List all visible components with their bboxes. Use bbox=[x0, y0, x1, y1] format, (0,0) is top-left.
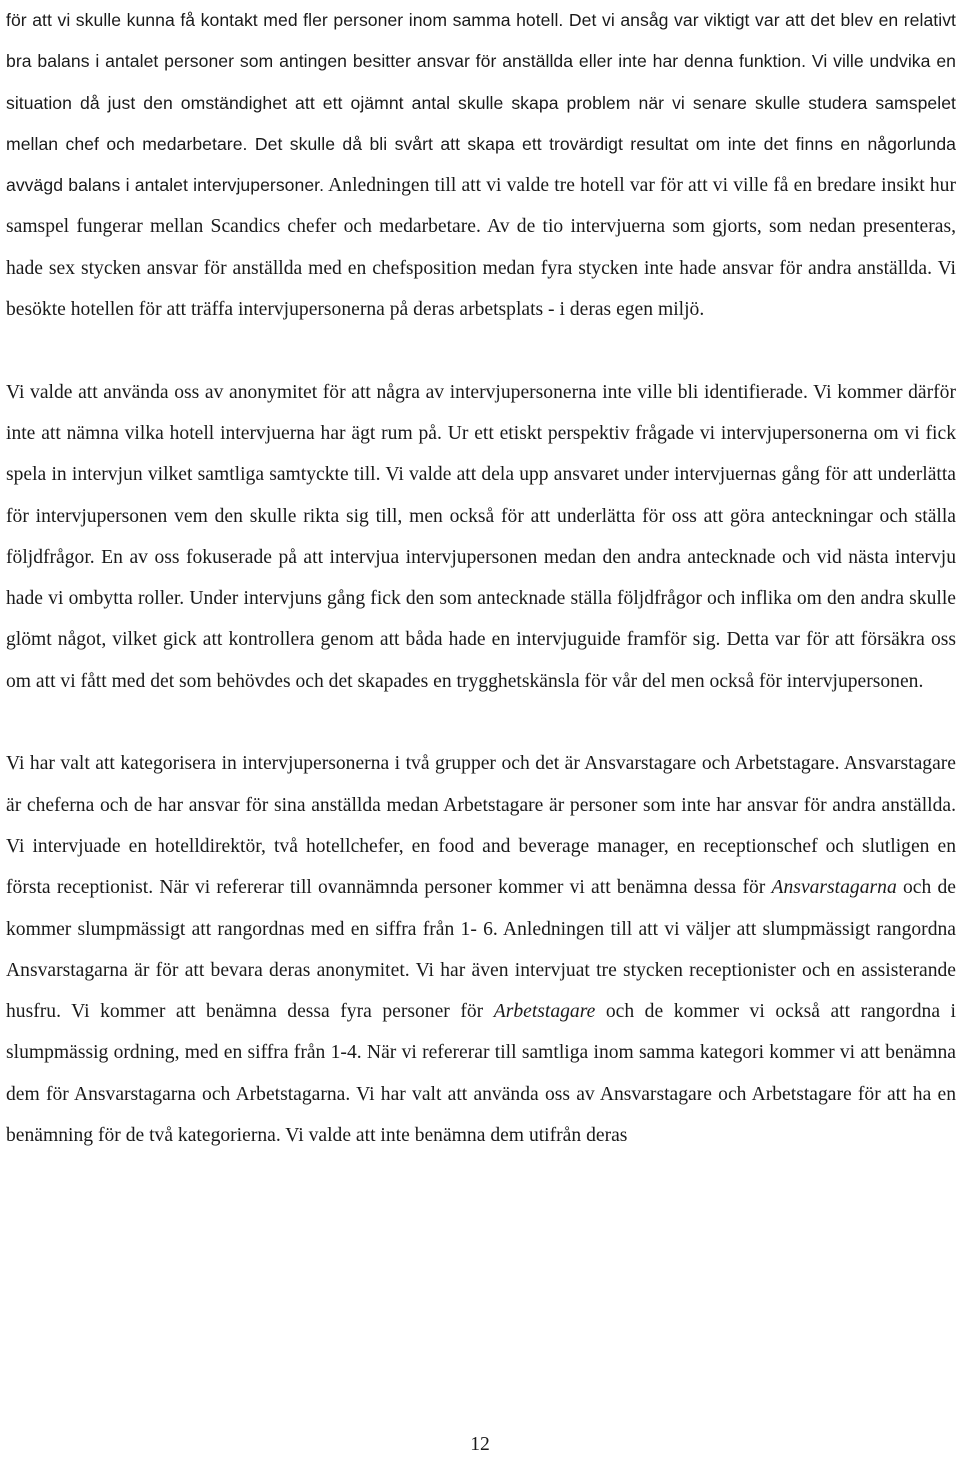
paragraph-categories-part-2: och de kommer slumpmässigt att rangordnas med en siffra från 1- 6. Anledningen till att vi väljer att slumpmässigt rangordna Ansvarstagarna är för att bevara deras anonymitet. Vi har även intervjuat tre stycken receptionister och en assisterande husfru. Vi kommer att benämna dessa fyra personer för bbox=[6, 877, 956, 1023]
paragraph-categories-part-3: och de kommer vi också att rangordna i slumpmässig ordning, med en siffra från 1-4. När vi refererar till samtliga inom samma kategori kommer vi att benämna dem för Ansvarstagarna och Arbetstagarna. Vi har valt att använda oss av Ansvarstagare och Arbetstagare för att ha en benämning för de två kategorierna. Vi valde att inte benämna dem utifrån deras bbox=[6, 1001, 956, 1147]
paragraph-sampling-sans-fragment: för att vi skulle kunna få kontakt med fler personer inom samma hotell. Det vi ansåg var viktigt var att det blev en relativt bra balans i antalet personer som antingen besitter ansvar för anställda eller inte har denna funktion. Vi ville undvika en situation då just den omständighet att ett ojämnt antal skulle skapa problem när vi senare skulle studera samspelet mellan chef och medarbetare. Det skulle då bli svårt att skapa ett trovärdigt resultat om inte det finns en någorlunda avvägd balans i antalet intervjupersoner. bbox=[6, 10, 956, 196]
paragraph-categories-part-1: Vi har valt att kategorisera in intervjupersonerna i två grupper och det är Ansvarstagare och Arbetstagare. Ansvarstagare är cheferna och de har ansvar för sina anställda medan Arbetstagare är personer som inte har ansvar för andra anställda. Vi intervjuade en hotelldirektör, två hotellchefer, en food and beverage manager, en receptionschef och slutligen en första receptionist. När vi refererar till ovannämnda personer kommer vi att benämna dessa för bbox=[6, 753, 956, 899]
paragraph-anonymity: Vi valde att använda oss av anonymitet för att några av intervjupersonerna inte ville bli identifierade. Vi kommer därför inte att nämna vilka hotell intervjuerna har ägt rum på. Ur ett etiskt perspektiv frågade vi intervjupersonerna om vi fick spela in intervjun vilket samtliga samtyckte till. Vi valde att dela upp ansvaret under intervjuernas gång för att underlätta för intervjupersonen vem den skulle rikta sig till, men också för att underlätta för oss att göra anteckningar och ställa följdfrågor. En av oss fokuserade på att intervjua intervjupersonen medan den andra antecknade och vid nästa intervju hade vi ombytta roller. Under intervjuns gång fick den som antecknade ställa följdfrågor och inflika om den andra skulle glömt något, vilket gick att kontrollera genom att båda hade en intervjuguide framför sig. Detta var för att försäkra oss om att vi fått med det som behövdes och det skapades en trygghetskänsla för vår del men också för intervjupersonen. bbox=[6, 381, 956, 692]
page-number: 12 bbox=[470, 1434, 490, 1455]
body-text bbox=[6, 0, 956, 1156]
italic-term-ansvarstagarna: Ansvarstagarna bbox=[771, 877, 897, 899]
paragraph-sampling-rest: Anledningen till att vi valde tre hotell var för att vi ville få en bredare insikt hur samspel fungerar mellan Scandics chefer och medarbetare. Av de tio intervjuerna som gjorts, som nedan presenteras, hade sex stycken ansvar för anställda med en chefsposition medan fyra stycken inte hade ansvar för andra anställda. Vi besökte hotellen för att träffa intervjupersonerna på deras arbetsplats - i deras egen miljö. bbox=[6, 175, 956, 321]
italic-term-arbetstagare: Arbetstagare bbox=[493, 1001, 596, 1023]
paragraph-sampling bbox=[6, 0, 956, 330]
paragraph-categories bbox=[6, 743, 956, 1156]
